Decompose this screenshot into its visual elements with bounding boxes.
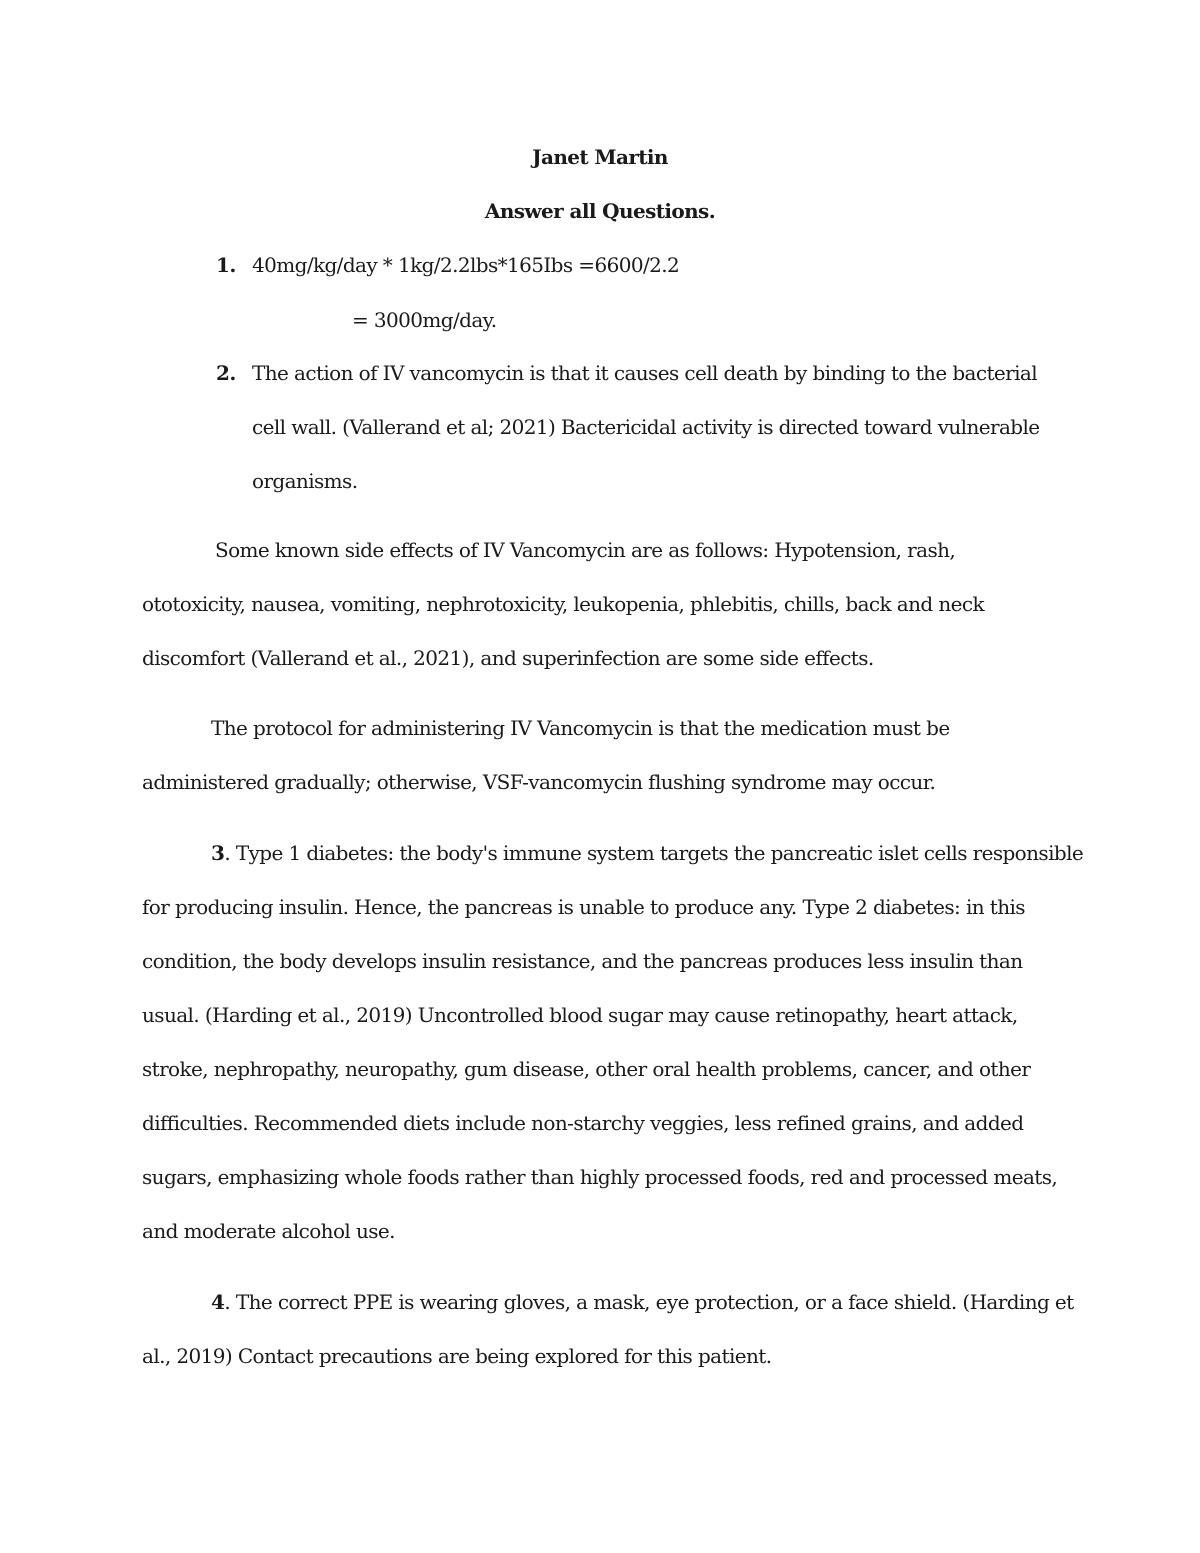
question-3-line-7: sugars, emphasizing whole foods rather than highly processed foods, red and processed meats, [142,1165,1058,1189]
question-2-line-1: The action of IV vancomycin is that it causes cell death by binding to the bacterial [252,361,1038,385]
question-3-line-3: condition, the body develops insulin resistance, and the pancreas produces less insulin than [142,949,1023,973]
side-effects-line-2: ototoxicity, nausea, vomiting, nephrotoxicity, leukopenia, phlebitis, chills, back and neck [142,592,984,616]
question-3-line-5: stroke, nephropathy, neuropathy, gum disease, other oral health problems, cancer, and other [142,1057,1031,1081]
side-effects-line-1: Some known side effects of IV Vancomycin are as follows: Hypotension, rash, [215,538,956,562]
document-subtitle: Answer all Questions. [484,199,716,223]
author-name: Janet Martin [532,145,668,169]
question-3-number: 3 [211,841,225,865]
question-3-line-8: and moderate alcohol use. [142,1219,395,1243]
question-4-number: 4 [211,1290,225,1314]
question-3-line-2: for producing insulin. Hence, the pancreas is unable to produce any. Type 2 diabetes: in this [142,895,1025,919]
question-1-line-1: 40mg/kg/day * 1kg/2.2lbs*165Ibs =6600/2.2 [252,253,680,277]
question-3-line-4: usual. (Harding et al., 2019) Uncontrolled blood sugar may cause retinopathy, heart attack, [142,1003,1018,1027]
question-1 [216,253,236,277]
question-4-text-1: . The correct PPE is wearing gloves, a mask, eye protection, or a face shield. (Harding et [224,1290,1074,1314]
question-4-line-2: al., 2019) Contact precautions are being explored for this patient. [142,1344,772,1368]
question-2-line-3: organisms. [252,469,358,493]
side-effects-line-3: discomfort (Vallerand et al., 2021), and superinfection are some side effects. [142,646,874,670]
question-3-line-1 [211,841,1083,865]
question-1-number: 1. [216,253,236,277]
protocol-line-1: The protocol for administering IV Vancomycin is that the medication must be [211,716,950,740]
protocol-line-2: administered gradually; otherwise, VSF-vancomycin flushing syndrome may occur. [142,770,936,794]
question-3-line-6: difficulties. Recommended diets include non-starchy veggies, less refined grains, and added [142,1111,1024,1135]
question-1-line-2: = 3000mg/day. [352,308,497,332]
question-2 [216,361,236,385]
question-2-line-2: cell wall. (Vallerand et al; 2021) Bactericidal activity is directed toward vulnerable [252,415,1040,439]
question-2-number: 2. [216,361,236,385]
question-4-line-1 [211,1290,1074,1314]
question-3-text-1: . Type 1 diabetes: the body's immune system targets the pancreatic islet cells responsible [224,841,1084,865]
